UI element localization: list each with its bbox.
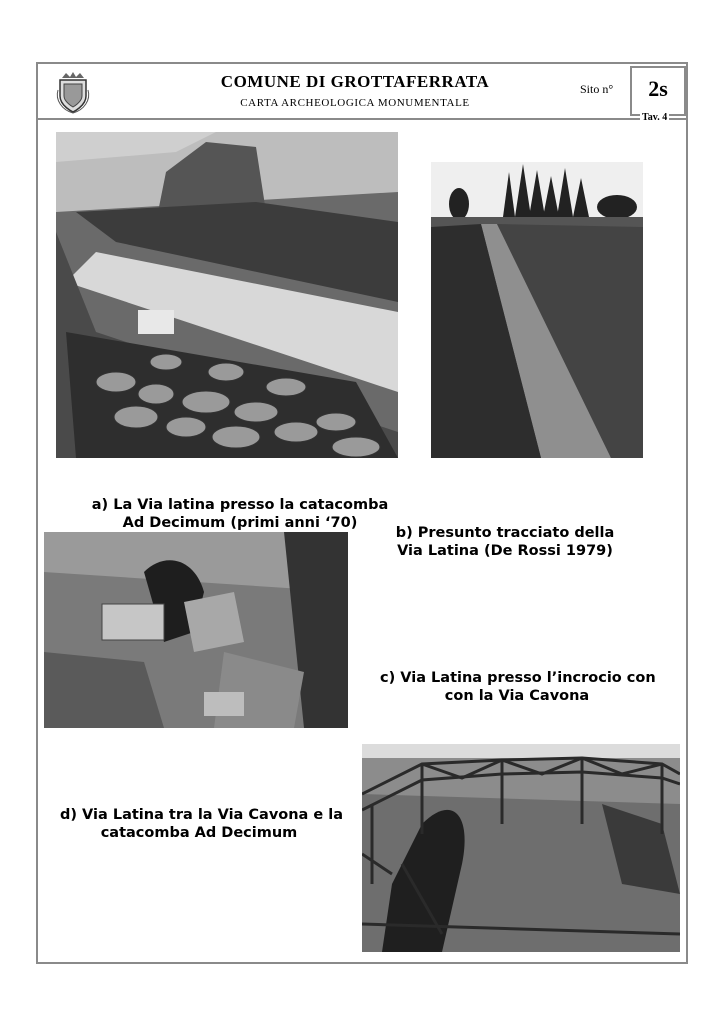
caption-a-line1: a) La Via latina presso la catacomba — [91, 497, 389, 513]
caption-d-line1: d) Via Latina tra la Via Cavona e la — [60, 807, 344, 823]
caption-b-line2: Via Latina (De Rossi 1979) — [397, 543, 613, 559]
page-title: COMUNE DI GROTTAFERRATA — [220, 72, 490, 91]
caption-c — [380, 669, 654, 705]
caption-d-line2: catacomba Ad Decimum — [100, 825, 298, 841]
site-number-label: Sito n° — [580, 82, 614, 96]
photo-c — [44, 532, 348, 728]
photo-a — [56, 132, 398, 458]
caption-b — [382, 524, 628, 560]
caption-a-line2: Ad Decimum (primi anni ‘70) — [122, 515, 358, 531]
site-number: 2s — [648, 76, 668, 101]
page-subtitle: CARTA ARCHEOLOGICA MONUMENTALE — [240, 97, 470, 109]
caption-a — [80, 496, 400, 532]
header-divider — [36, 118, 688, 120]
photo-d — [362, 744, 680, 952]
caption-d — [60, 806, 344, 842]
crest-icon — [54, 70, 92, 114]
table-number: Tav. 4 — [642, 112, 668, 123]
photo-b — [431, 162, 643, 458]
caption-b-line1: b) Presunto tracciato della — [395, 525, 615, 541]
caption-c-line2: con la Via Cavona — [444, 688, 590, 704]
caption-c-line1: c) Via Latina presso l’incrocio con — [380, 670, 656, 686]
